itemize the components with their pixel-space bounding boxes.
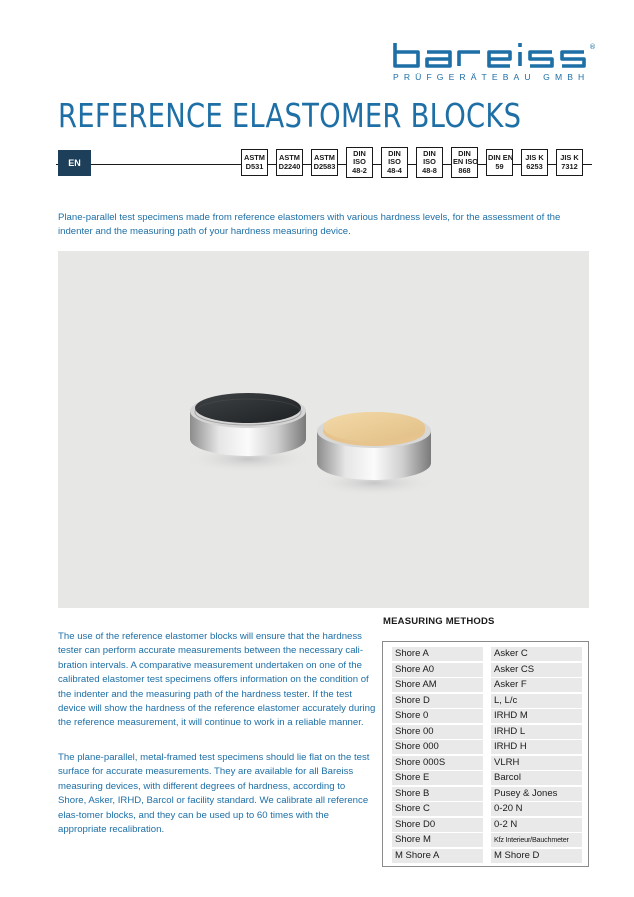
standard-line: DIN EN <box>488 153 514 163</box>
language-badge: EN <box>58 150 91 176</box>
method-cell-left: Shore AM <box>392 678 483 692</box>
method-cell-right: Pusey & Jones <box>491 787 582 801</box>
company-tagline: PRÜFGERÄTEBAU GMBH <box>393 72 590 82</box>
standard-badge <box>416 147 443 178</box>
standard-line: DIN <box>353 148 366 158</box>
method-cell-left: M Shore A <box>392 849 483 863</box>
standard-line: 59 <box>495 161 504 171</box>
method-cell-left: Shore D <box>392 694 483 708</box>
method-cell-right: IRHD L <box>491 725 582 739</box>
method-cell-left: Shore A0 <box>392 663 483 677</box>
method-cell-left: Shore E <box>392 771 483 785</box>
standard-line: JIS K <box>525 153 544 163</box>
method-cell-right: Asker CS <box>491 663 582 677</box>
method-cell-left: Shore A <box>392 647 483 661</box>
standard-line: 48-8 <box>422 165 437 175</box>
measuring-methods-table <box>382 641 589 867</box>
method-cell-left: Shore C <box>392 802 483 816</box>
standard-badge <box>311 149 338 176</box>
method-cell-left: Shore B <box>392 787 483 801</box>
standard-line: 7312 <box>561 161 578 171</box>
bareiss-logo <box>393 40 598 70</box>
method-cell-left: Shore 000 <box>392 740 483 754</box>
standard-line: ASTM <box>279 153 300 163</box>
method-cell-right: M Shore D <box>491 849 582 863</box>
method-cell-right: IRHD H <box>491 740 582 754</box>
method-cell-left: Shore 000S <box>392 756 483 770</box>
standard-line: D2583 <box>313 161 336 171</box>
standard-line: D531 <box>245 161 264 171</box>
standard-line: ASTM <box>314 153 335 163</box>
standard-badge <box>556 149 583 176</box>
method-cell-left: Shore D0 <box>392 818 483 832</box>
method-cell-left: Shore M <box>392 833 483 847</box>
method-cell-right: IRHD M <box>491 709 582 723</box>
body-paragraph-2: The plane-parallel, metal-framed test specimens should lie flat on the test surface for accurate measurements. They are available for all Bareiss measuring devices, with different degrees of hardness, according to Shore, Asker, IRHD, Barcol or facility standard. We calibrate all reference elas-tomer blocks, and they can be used up to 60 times with the appropriate recalibration. <box>58 752 370 836</box>
standard-line: ISO <box>423 157 436 167</box>
method-cell-right: L, L/c <box>491 694 582 708</box>
page-title: REFERENCE ELASTOMER BLOCKS <box>58 96 522 135</box>
intro-text: Plane-parallel test specimens made from reference elastomers with various hardness levels, for the assessment of the indenter and the measuring path of your hardness measuring device. <box>58 212 561 238</box>
measuring-methods-title: MEASURING METHODS <box>383 616 495 627</box>
svg-text:®: ® <box>589 43 596 51</box>
body-paragraph-1: The use of the reference elastomer blocks will ensure that the hardness tester can perform accurate measurements between the necessary cali-bration intervals. A comparative measurement undertaken on one of the calibrated elastomer test specimens offers information on the condition of the indenter and the measuring path of the hardness tester. If the test device will show the hardness of the reference elastomer accurately during the reference measurement, it will continue to work in a reliable manner. <box>58 631 376 729</box>
method-cell-right: VLRH <box>491 756 582 770</box>
standard-line: ISO <box>388 157 401 167</box>
method-cell-left: Shore 0 <box>392 709 483 723</box>
method-cell-right: 0-2 N <box>491 818 582 832</box>
standard-line: 48-2 <box>352 165 367 175</box>
standard-badge <box>381 147 408 178</box>
product-photo <box>58 251 589 608</box>
standard-line: 868 <box>458 165 471 175</box>
standard-badge <box>521 149 548 176</box>
standard-line: DIN <box>423 148 436 158</box>
standard-line: JIS K <box>560 153 579 163</box>
standard-line: ISO <box>353 157 366 167</box>
standard-line: ASTM <box>244 153 265 163</box>
standard-line: DIN <box>458 148 471 158</box>
standard-line: EN ISO <box>453 157 479 167</box>
standard-line: 6253 <box>526 161 543 171</box>
standard-badge <box>346 147 373 178</box>
method-cell-right: Kfz Interieur/Bauchmeter <box>491 833 582 847</box>
standard-badge <box>451 147 478 178</box>
method-cell-right: Barcol <box>491 771 582 785</box>
standard-badge <box>276 149 303 176</box>
method-cell-left: Shore 00 <box>392 725 483 739</box>
standard-badge <box>241 149 268 176</box>
standard-badge <box>486 149 513 176</box>
standard-line: 48-4 <box>387 165 402 175</box>
standard-line: D2240 <box>278 161 301 171</box>
method-cell-right: 0-20 N <box>491 802 582 816</box>
method-cell-right: Asker F <box>491 678 582 692</box>
method-cell-right: Asker C <box>491 647 582 661</box>
standard-line: DIN <box>388 148 401 158</box>
